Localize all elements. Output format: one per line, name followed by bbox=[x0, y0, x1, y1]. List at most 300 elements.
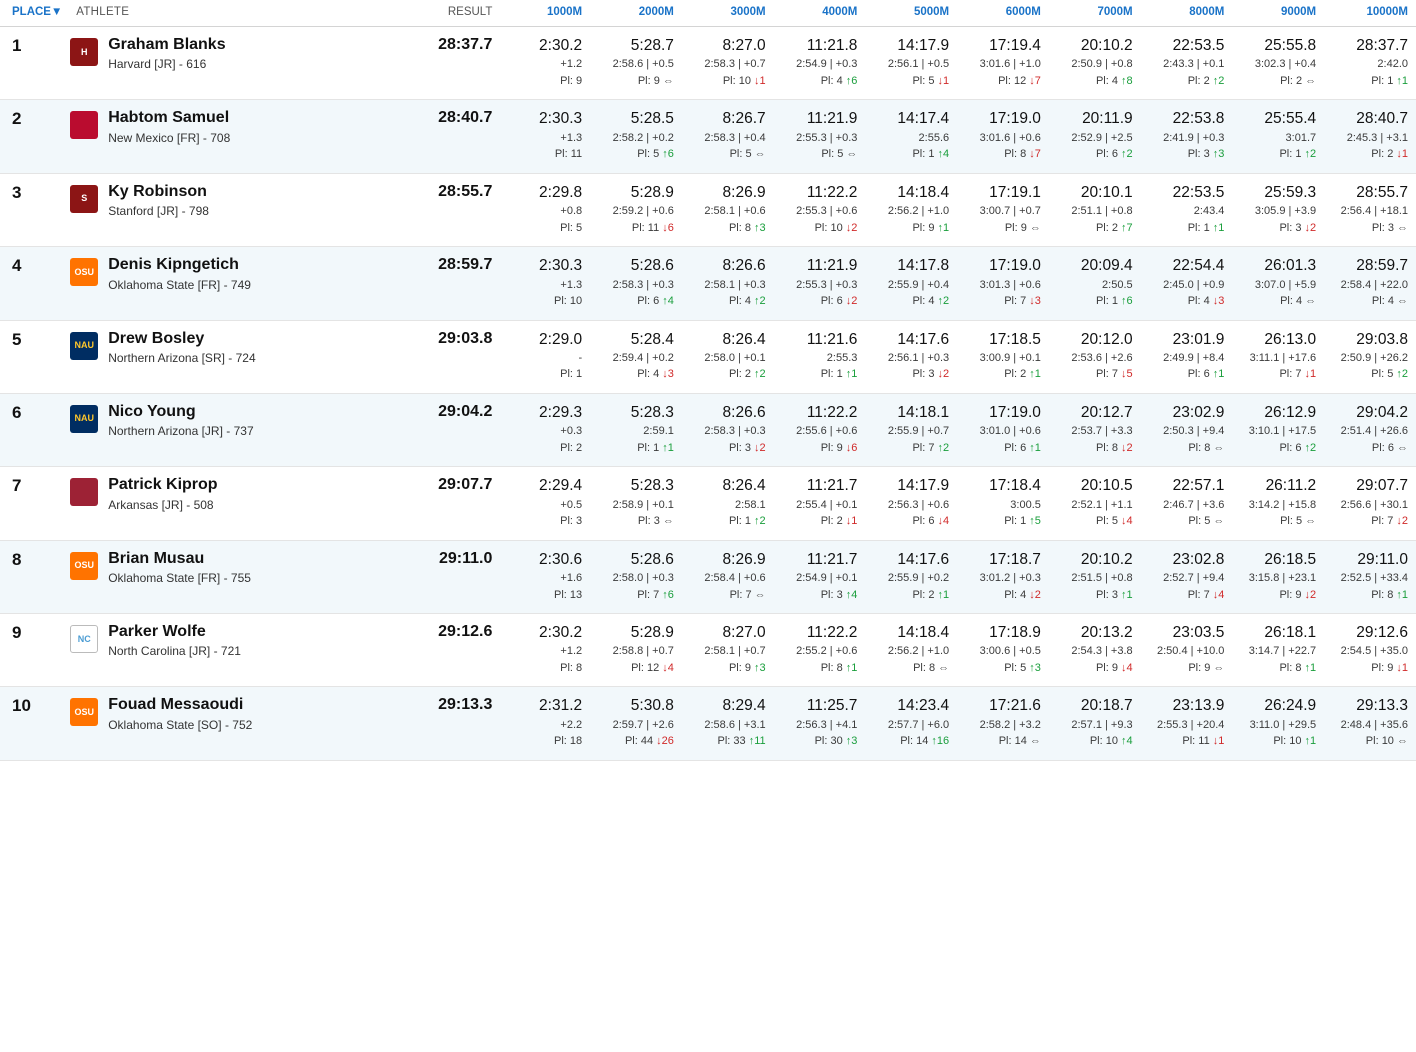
athlete-cell[interactable] bbox=[70, 27, 410, 100]
split-position-label: Pl: 9 bbox=[637, 74, 660, 87]
table-row[interactable] bbox=[0, 320, 1416, 393]
place-value: 1 bbox=[12, 36, 22, 55]
split-position-label: Pl: 1 bbox=[560, 368, 583, 381]
split-segment: 2:55.2 | +0.6 bbox=[796, 645, 858, 658]
split-position bbox=[591, 660, 674, 677]
split-position-label: Pl: 9 bbox=[560, 74, 583, 87]
split-segment: 2:55.6 | +0.6 bbox=[796, 425, 858, 438]
split-position bbox=[499, 440, 582, 457]
column-header-8000m[interactable]: 8000M bbox=[1141, 0, 1233, 27]
split-position bbox=[1233, 660, 1316, 677]
split-position bbox=[866, 146, 949, 163]
athlete-name[interactable]: Nico Young bbox=[108, 402, 196, 420]
split-position bbox=[958, 146, 1041, 163]
split-segment: 3:01.3 | +0.6 bbox=[979, 278, 1041, 291]
split-cell bbox=[957, 467, 1049, 540]
split-position-label: Pl: 8 bbox=[728, 221, 751, 234]
split-segment: +2.2 bbox=[560, 718, 583, 731]
split-position bbox=[499, 733, 582, 750]
split-segment: 2:58.3 | +0.4 bbox=[704, 131, 766, 144]
split-cell bbox=[1324, 467, 1416, 540]
split-position bbox=[1050, 366, 1133, 383]
split-position-label: Pl: 14 bbox=[998, 735, 1027, 748]
position-down-icon: ↓2 bbox=[1117, 441, 1133, 454]
split-position-label: Pl: 11 bbox=[554, 148, 583, 161]
split-cell bbox=[1141, 687, 1233, 760]
position-down-icon: ↓26 bbox=[653, 735, 674, 748]
split-position-label: Pl: 3 bbox=[728, 441, 751, 454]
split-segment: 2:58.3 | +0.3 bbox=[704, 425, 766, 438]
table-row[interactable] bbox=[0, 173, 1416, 246]
split-position bbox=[1233, 220, 1316, 237]
split-cell bbox=[865, 173, 957, 246]
position-same-icon: ⇔ bbox=[1302, 515, 1317, 528]
table-row[interactable] bbox=[0, 247, 1416, 320]
split-time: 26:24.9 bbox=[1264, 697, 1317, 715]
split-position bbox=[499, 660, 582, 677]
split-segment: 2:51.4 | +26.6 bbox=[1340, 425, 1408, 438]
split-cell bbox=[1049, 614, 1141, 687]
split-position bbox=[958, 366, 1041, 383]
north-carolina-logo: NC bbox=[70, 625, 98, 653]
split-position bbox=[1233, 366, 1316, 383]
split-position-label: Pl: 3 bbox=[1279, 221, 1302, 234]
split-segment: 2:58.0 | +0.1 bbox=[704, 351, 766, 364]
split-position-label: Pl: 2 bbox=[728, 368, 751, 381]
split-segment: 2:54.9 | +0.3 bbox=[796, 58, 858, 71]
split-cell bbox=[1049, 100, 1141, 173]
split-position-label: Pl: 11 bbox=[1182, 735, 1210, 748]
split-cell bbox=[957, 27, 1049, 100]
table-row[interactable] bbox=[0, 540, 1416, 613]
position-down-icon: ↓2 bbox=[934, 368, 950, 381]
split-time: 5:30.8 bbox=[630, 697, 674, 715]
split-position bbox=[1142, 220, 1225, 237]
split-cell bbox=[774, 467, 866, 540]
column-header-2000m[interactable]: 2000M bbox=[590, 0, 682, 27]
column-header-6000m[interactable]: 6000M bbox=[957, 0, 1049, 27]
split-position bbox=[958, 733, 1041, 750]
athlete-cell[interactable] bbox=[70, 393, 410, 466]
table-row[interactable] bbox=[0, 27, 1416, 100]
split-cell bbox=[590, 540, 682, 613]
split-position bbox=[683, 513, 766, 530]
position-up-icon: ↑4 bbox=[934, 148, 950, 161]
table-row[interactable] bbox=[0, 393, 1416, 466]
split-position-label: Pl: 10 bbox=[1273, 735, 1302, 748]
position-up-icon: ↑1 bbox=[1393, 74, 1408, 87]
athlete-name[interactable]: Parker Wolfe bbox=[108, 623, 206, 640]
split-time: 22:57.1 bbox=[1172, 477, 1225, 495]
split-segment: 2:54.3 | +3.8 bbox=[1071, 645, 1133, 658]
split-cell bbox=[865, 247, 957, 320]
athlete-cell[interactable] bbox=[70, 614, 410, 687]
column-header-place[interactable] bbox=[0, 0, 70, 27]
split-time: 23:03.5 bbox=[1172, 624, 1225, 641]
column-header-3000m[interactable]: 3000M bbox=[682, 0, 774, 27]
split-position-label: Pl: 4 bbox=[1187, 295, 1210, 307]
position-up-icon: ↑1 bbox=[934, 221, 950, 234]
split-position-label: Pl: 4 bbox=[912, 295, 935, 307]
split-position bbox=[591, 293, 674, 310]
split-position-label: Pl: 3 bbox=[1187, 148, 1210, 161]
split-segment: 2:53.7 | +3.3 bbox=[1071, 425, 1133, 438]
position-up-icon: ↑1 bbox=[1393, 588, 1408, 601]
split-position bbox=[958, 440, 1041, 457]
result-value: 28:40.7 bbox=[438, 109, 493, 127]
position-down-icon: ↓2 bbox=[1026, 588, 1041, 601]
split-segment: 2:58.2 | +3.2 bbox=[979, 718, 1041, 731]
result-value: 29:13.3 bbox=[438, 696, 493, 714]
arkansas-logo bbox=[70, 478, 98, 506]
athlete-name[interactable]: Fouad Messaoudi bbox=[108, 696, 244, 714]
split-segment: 3:11.0 | +29.5 bbox=[1249, 718, 1317, 731]
split-segment: 2:55.3 | +0.6 bbox=[796, 205, 858, 218]
split-time: 17:18.9 bbox=[989, 624, 1041, 641]
split-segment: 2:43.3 | +0.1 bbox=[1163, 58, 1225, 71]
split-position-label: Pl: 9 bbox=[1279, 588, 1302, 601]
split-time: 20:09.4 bbox=[1080, 257, 1133, 275]
split-position-label: Pl: 18 bbox=[554, 735, 583, 748]
split-position bbox=[866, 440, 949, 457]
split-position-label: Pl: 3 bbox=[560, 515, 583, 528]
position-same-icon: ⇔ bbox=[1210, 661, 1225, 674]
split-time: 23:01.9 bbox=[1172, 330, 1225, 348]
position-up-icon: ↑6 bbox=[842, 74, 858, 87]
split-time: 11:21.7 bbox=[806, 550, 858, 568]
split-segment: 2:58.1 | +0.6 bbox=[704, 205, 766, 218]
northern-arizona-logo: NAU bbox=[70, 405, 98, 433]
split-cell bbox=[1049, 687, 1141, 760]
position-up-icon: ↑2 bbox=[1209, 74, 1225, 87]
position-down-icon: ↓1 bbox=[1393, 148, 1408, 161]
split-time: 26:13.0 bbox=[1264, 330, 1317, 348]
split-segment: 2:56.3 | +0.6 bbox=[887, 498, 950, 511]
position-down-icon: ↓4 bbox=[1209, 588, 1225, 601]
athlete-cell[interactable] bbox=[70, 100, 410, 173]
split-cell bbox=[1232, 687, 1324, 760]
split-cell bbox=[957, 247, 1049, 320]
split-position-label: Pl: 2 bbox=[1004, 368, 1027, 381]
split-position-label: Pl: 6 bbox=[1279, 441, 1302, 454]
table-row[interactable] bbox=[0, 614, 1416, 687]
split-position bbox=[683, 73, 766, 90]
split-time: 14:18.4 bbox=[897, 183, 950, 201]
position-down-icon: ↓4 bbox=[1117, 661, 1133, 674]
athlete-name[interactable]: Graham Blanks bbox=[108, 36, 226, 53]
split-time: 8:26.4 bbox=[722, 330, 766, 348]
split-segment: 3:01.0 | +0.6 bbox=[979, 425, 1041, 438]
table-row[interactable] bbox=[0, 687, 1416, 760]
split-position-label: Pl: 3 bbox=[637, 515, 660, 528]
split-position bbox=[1233, 146, 1316, 163]
split-cell bbox=[682, 247, 774, 320]
split-time: 14:17.6 bbox=[897, 550, 950, 568]
position-same-icon: ⇔ bbox=[1210, 441, 1225, 454]
split-position-label: Pl: 6 bbox=[912, 515, 935, 528]
position-up-icon: ↑1 bbox=[1209, 221, 1225, 234]
split-cell bbox=[1232, 540, 1324, 613]
split-position-label: Pl: 3 bbox=[820, 588, 843, 601]
split-segment: +1.2 bbox=[560, 645, 583, 658]
split-time: 29:07.7 bbox=[1356, 477, 1408, 495]
split-segment: +1.6 bbox=[560, 572, 583, 584]
split-time: 20:11.9 bbox=[1082, 110, 1133, 128]
position-same-icon: ⇔ bbox=[1302, 74, 1317, 87]
split-cell bbox=[498, 614, 590, 687]
split-position-label: Pl: 12 bbox=[998, 74, 1027, 87]
split-cell bbox=[1049, 393, 1141, 466]
result-value: 28:59.7 bbox=[438, 256, 493, 274]
split-time: 22:53.5 bbox=[1172, 183, 1225, 201]
split-position-label: Pl: 6 bbox=[1004, 441, 1027, 454]
split-time: 17:18.5 bbox=[989, 330, 1041, 348]
split-segment: 2:58.4 | +0.6 bbox=[704, 572, 766, 584]
split-position-label: Pl: 5 bbox=[912, 74, 935, 87]
split-cell bbox=[498, 467, 590, 540]
split-position bbox=[866, 73, 949, 90]
split-position-label: Pl: 7 bbox=[1279, 368, 1302, 381]
split-position bbox=[958, 73, 1041, 90]
position-up-icon: ↑3 bbox=[1209, 148, 1225, 161]
split-time: 2:30.2 bbox=[539, 624, 583, 641]
athlete-cell[interactable] bbox=[70, 320, 410, 393]
position-down-icon: ↓3 bbox=[1209, 295, 1225, 307]
column-header-1000m[interactable]: 1000M bbox=[498, 0, 590, 27]
split-segment: 2:57.1 | +9.3 bbox=[1071, 718, 1133, 731]
split-position-label: Pl: 7 bbox=[1095, 368, 1118, 381]
split-position bbox=[591, 440, 674, 457]
split-cell bbox=[1141, 393, 1233, 466]
split-time: 20:12.0 bbox=[1080, 330, 1133, 348]
split-time: 20:10.2 bbox=[1080, 550, 1133, 568]
split-position bbox=[958, 220, 1041, 237]
split-position bbox=[775, 220, 858, 237]
athlete-cell[interactable] bbox=[70, 540, 410, 613]
split-position bbox=[1325, 73, 1408, 90]
split-segment: 3:01.7 bbox=[1285, 131, 1317, 144]
split-time: 29:12.6 bbox=[1356, 624, 1408, 641]
split-cell bbox=[1141, 540, 1233, 613]
position-down-icon: ↓2 bbox=[1301, 588, 1317, 601]
split-position bbox=[591, 73, 674, 90]
athlete-name[interactable]: Ky Robinson bbox=[108, 182, 207, 200]
split-time: 29:13.3 bbox=[1356, 697, 1408, 715]
position-down-icon: ↓2 bbox=[750, 441, 766, 454]
split-position bbox=[1233, 293, 1316, 310]
split-segment: 3:01.6 | +1.0 bbox=[979, 58, 1041, 71]
split-segment: 2:58.9 | +0.1 bbox=[612, 498, 674, 511]
sort-desc-icon[interactable]: ▼ bbox=[50, 6, 63, 18]
athlete-team: New Mexico [FR] - 708 bbox=[108, 130, 231, 145]
split-cell bbox=[682, 320, 774, 393]
split-segment: 3:02.3 | +0.4 bbox=[1254, 58, 1317, 71]
split-position-label: Pl: 4 bbox=[1095, 74, 1118, 87]
athlete-name[interactable]: Brian Musau bbox=[108, 549, 205, 567]
column-header-10000m[interactable]: 10000M bbox=[1324, 0, 1416, 27]
split-position-label: Pl: 9 bbox=[1095, 661, 1118, 674]
split-cell bbox=[1232, 100, 1324, 173]
split-time: 17:18.4 bbox=[989, 477, 1041, 495]
split-position-label: Pl: 1 bbox=[1004, 515, 1027, 528]
split-time: 5:28.6 bbox=[630, 550, 674, 568]
column-header-7000m[interactable]: 7000M bbox=[1049, 0, 1141, 27]
position-up-icon: ↑3 bbox=[1026, 661, 1041, 674]
split-cell bbox=[774, 173, 866, 246]
result-value: 29:11.0 bbox=[439, 549, 493, 567]
position-down-icon: ↓2 bbox=[1393, 515, 1408, 528]
position-same-icon: ⇔ bbox=[1393, 295, 1408, 307]
split-position bbox=[958, 293, 1041, 310]
position-down-icon: ↓2 bbox=[1301, 221, 1317, 234]
split-position-label: Pl: 30 bbox=[814, 735, 843, 748]
athlete-name[interactable]: Patrick Kiprop bbox=[108, 476, 218, 494]
split-position-label: Pl: 5 bbox=[1004, 661, 1027, 674]
split-segment: 2:42.0 bbox=[1377, 58, 1408, 71]
split-position bbox=[958, 513, 1041, 530]
athlete-name[interactable]: Denis Kipngetich bbox=[108, 256, 239, 274]
split-cell bbox=[590, 467, 682, 540]
split-position bbox=[1142, 146, 1225, 163]
split-time: 23:02.9 bbox=[1172, 403, 1225, 421]
split-position-label: Pl: 33 bbox=[717, 735, 746, 748]
split-position-label: Pl: 5 bbox=[729, 148, 752, 161]
split-cell bbox=[682, 687, 774, 760]
position-same-icon: ⇔ bbox=[751, 588, 766, 601]
split-position bbox=[775, 73, 858, 90]
split-position-label: Pl: 6 bbox=[637, 295, 660, 307]
split-position-label: Pl: 12 bbox=[631, 661, 660, 674]
split-position bbox=[1142, 73, 1225, 90]
position-up-icon: ↑3 bbox=[842, 735, 858, 748]
split-segment: 2:52.1 | +1.1 bbox=[1071, 498, 1133, 511]
split-cell bbox=[865, 614, 957, 687]
split-position bbox=[1325, 733, 1408, 750]
split-time: 11:25.7 bbox=[806, 697, 858, 715]
split-position-label: Pl: 2 bbox=[820, 515, 843, 528]
split-position bbox=[499, 293, 582, 310]
split-position-label: Pl: 4 bbox=[637, 368, 660, 381]
split-position bbox=[591, 513, 674, 530]
athlete-cell[interactable] bbox=[70, 467, 410, 540]
new-mexico-logo bbox=[70, 111, 98, 139]
position-same-icon: ⇔ bbox=[935, 661, 950, 674]
split-segment: 2:58.3 | +0.7 bbox=[704, 58, 766, 71]
split-cell bbox=[1049, 540, 1141, 613]
table-row[interactable] bbox=[0, 467, 1416, 540]
split-position bbox=[591, 220, 674, 237]
position-up-icon: ↑4 bbox=[1117, 735, 1133, 748]
column-header-athlete[interactable]: ATHLETE bbox=[70, 0, 410, 27]
split-segment: 2:58.6 | +0.5 bbox=[612, 58, 674, 71]
split-position-label: Pl: 7 bbox=[1004, 295, 1027, 307]
split-time: 2:30.3 bbox=[539, 257, 583, 275]
split-position-label: Pl: 9 bbox=[728, 661, 751, 674]
split-cell bbox=[1324, 247, 1416, 320]
athlete-name[interactable]: Habtom Samuel bbox=[108, 109, 230, 127]
split-time: 2:30.3 bbox=[539, 110, 583, 128]
split-position bbox=[1325, 293, 1408, 310]
table-body bbox=[0, 27, 1416, 761]
column-header-5000m[interactable]: 5000M bbox=[865, 0, 957, 27]
split-time: 23:13.9 bbox=[1172, 697, 1225, 715]
split-position-label: Pl: 2 bbox=[1187, 74, 1210, 87]
split-cell bbox=[774, 540, 866, 613]
athlete-name[interactable]: Drew Bosley bbox=[108, 329, 205, 347]
harvard-logo: H bbox=[70, 38, 98, 66]
column-header-9000m[interactable]: 9000M bbox=[1232, 0, 1324, 27]
split-time: 5:28.5 bbox=[630, 110, 674, 128]
split-segment: 2:45.3 | +3.1 bbox=[1346, 131, 1408, 144]
split-segment: 2:58.8 | +0.7 bbox=[612, 645, 674, 658]
split-position bbox=[1325, 660, 1408, 677]
athlete-cell[interactable] bbox=[70, 687, 410, 760]
position-up-icon: ↑1 bbox=[934, 588, 950, 601]
split-cell bbox=[1049, 320, 1141, 393]
position-down-icon: ↓2 bbox=[842, 221, 858, 234]
split-time: 11:22.2 bbox=[806, 403, 858, 421]
split-position-label: Pl: 5 bbox=[1188, 515, 1211, 528]
split-cell bbox=[498, 173, 590, 246]
split-cell bbox=[957, 540, 1049, 613]
split-time: 2:30.2 bbox=[539, 37, 583, 54]
split-time: 26:01.3 bbox=[1264, 257, 1317, 275]
result-value: 28:37.7 bbox=[438, 36, 493, 53]
table-row[interactable] bbox=[0, 100, 1416, 173]
split-position-label: Pl: 44 bbox=[624, 735, 654, 748]
split-position bbox=[1233, 513, 1316, 530]
split-cell bbox=[1324, 100, 1416, 173]
split-segment: 2:58.2 | +0.2 bbox=[612, 131, 674, 144]
split-position bbox=[1142, 293, 1225, 310]
athlete-cell[interactable] bbox=[70, 173, 410, 246]
split-position-label: Pl: 7 bbox=[912, 441, 935, 454]
split-time: 29:11.0 bbox=[1357, 550, 1408, 568]
athlete-cell[interactable] bbox=[70, 247, 410, 320]
split-cell bbox=[682, 540, 774, 613]
split-segment: 3:01.6 | +0.6 bbox=[979, 131, 1041, 144]
oklahoma-state-logo: OSU bbox=[70, 698, 98, 726]
split-segment: 2:57.7 | +6.0 bbox=[887, 718, 950, 731]
split-cell bbox=[1049, 247, 1141, 320]
split-position-label: Pl: 6 bbox=[820, 295, 843, 307]
split-position bbox=[1050, 73, 1133, 90]
split-position-label: Pl: 9 bbox=[1371, 661, 1394, 674]
position-down-icon: ↓3 bbox=[1026, 295, 1041, 307]
split-cell bbox=[1324, 393, 1416, 466]
position-up-icon: ↑2 bbox=[750, 515, 766, 528]
split-position bbox=[499, 73, 582, 90]
split-position bbox=[683, 660, 766, 677]
result-value: 29:04.2 bbox=[438, 402, 493, 420]
athlete-team: Northern Arizona [SR] - 724 bbox=[108, 350, 256, 365]
split-cell bbox=[682, 614, 774, 687]
split-segment: 2:58.3 | +0.3 bbox=[612, 278, 674, 291]
position-up-icon: ↑1 bbox=[1026, 368, 1041, 381]
position-same-icon: ⇔ bbox=[659, 515, 674, 528]
position-same-icon: ⇔ bbox=[751, 148, 766, 161]
split-position bbox=[1142, 513, 1225, 530]
split-position-label: Pl: 4 bbox=[820, 74, 843, 87]
split-position bbox=[1142, 660, 1225, 677]
split-position bbox=[683, 733, 766, 750]
column-header-4000m[interactable]: 4000M bbox=[774, 0, 866, 27]
split-cell bbox=[590, 247, 682, 320]
split-position bbox=[1050, 146, 1133, 163]
column-header-result[interactable]: RESULT bbox=[410, 0, 498, 27]
split-time: 26:18.1 bbox=[1264, 624, 1317, 641]
split-segment: 2:41.9 | +0.3 bbox=[1163, 131, 1225, 144]
